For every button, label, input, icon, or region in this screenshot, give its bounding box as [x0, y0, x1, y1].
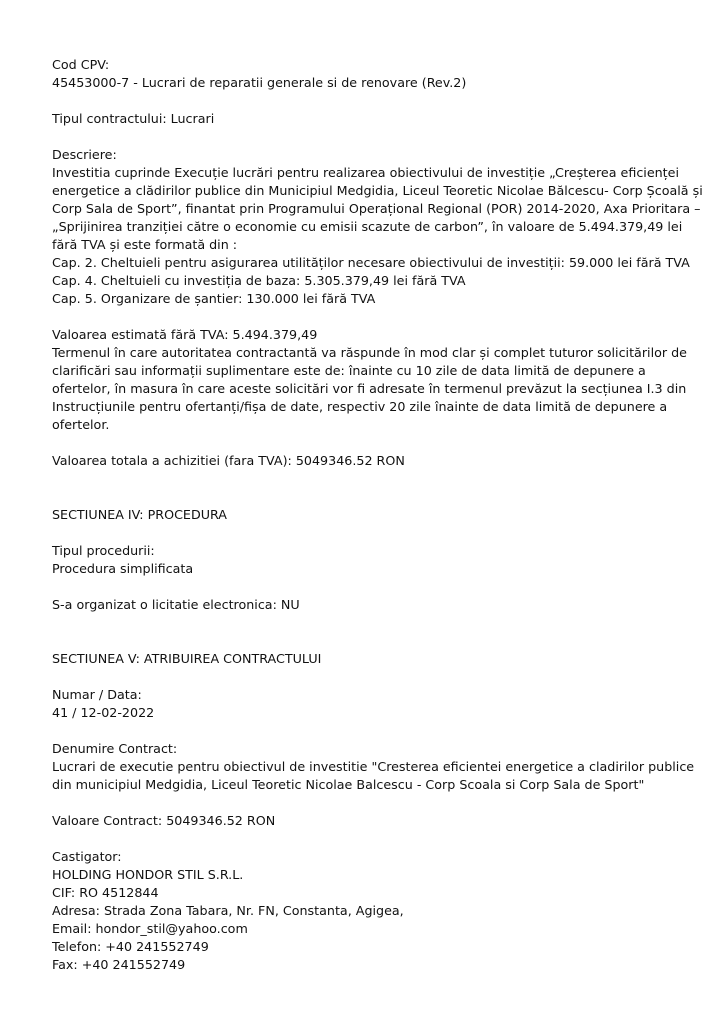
cpv-label: Cod CPV: [52, 57, 110, 72]
estimate-line: Valoarea estimată fără TVA: 5.494.379,49 [52, 327, 318, 342]
description-line: Cap. 4. Cheltuieli cu investiția de baza: 5.305.379,49 lei fără TVA [52, 273, 466, 288]
winner-label: Castigator: [52, 849, 122, 864]
contract-name-line: din municipiul Medgidia, Liceul Teoretic Nicolae Balcescu - Corp Scoala si Corp Sala de Sport" [52, 777, 645, 792]
number-date-label: Numar / Data: [52, 687, 142, 702]
estimate-line: Termenul în care autoritatea contractantă va răspunde în mod clar și complet tuturor solicitărilor de [52, 345, 687, 360]
description-line: fără TVA și este formată din : [52, 237, 238, 252]
contract-name-line: Lucrari de executie pentru obiectivul de investitie "Cresterea eficientei energetice a cladirilor publice [52, 759, 695, 774]
procedure-block [52, 542, 684, 578]
description-line: Investitia cuprinde Execuție lucrări pentru realizarea obiectivului de investiție „Creșterea eficienței [52, 165, 679, 180]
winner-address: Adresa: Strada Zona Tabara, Nr. FN, Constanta, Agigea, [52, 903, 404, 918]
winner-cif: CIF: RO 4512844 [52, 885, 159, 900]
contract-value: Valoare Contract: 5049346.52 RON [52, 813, 276, 828]
section-iv-title: SECTIUNEA IV: PROCEDURA [52, 507, 227, 522]
cpv-block [52, 56, 684, 92]
procedure-label: Tipul procedurii: [52, 543, 155, 558]
description-label: Descriere: [52, 147, 117, 162]
winner-phone: Telefon: +40 241552749 [52, 939, 209, 954]
total-value: Valoarea totala a achizitiei (fara TVA): 5049346.52 RON [52, 453, 405, 468]
winner-email: Email: hondor_stil@yahoo.com [52, 921, 248, 936]
section-v-title: SECTIUNEA V: ATRIBUIREA CONTRACTULUI [52, 651, 322, 666]
winner-block [52, 848, 684, 974]
contract-type: Tipul contractului: Lucrari [52, 111, 215, 126]
contract-name-block [52, 740, 695, 794]
description-line: Cap. 5. Organizare de șantier: 130.000 lei fără TVA [52, 291, 376, 306]
winner-fax: Fax: +40 241552749 [52, 957, 186, 972]
estimate-line: ofertelor. [52, 417, 110, 432]
description-line: energetice a clădirilor publice din Municipiul Medgidia, Liceul Teoretic Nicolae Bălcescu- Corp Școală și [52, 183, 703, 198]
estimate-line: Instrucțiunile pentru ofertanți/fișa de date, respectiv 20 zile înainte de data limită de depunere a [52, 399, 668, 414]
description-line: Cap. 2. Cheltuieli pentru asigurarea utilităților necesare obiectivului de investiții: 59.000 lei fără TVA [52, 255, 690, 270]
number-date-value: 41 / 12-02-2022 [52, 705, 155, 720]
description-block [52, 146, 703, 308]
procedure-value: Procedura simplificata [52, 561, 194, 576]
cpv-value: 45453000-7 - Lucrari de reparatii generale si de renovare (Rev.2) [52, 75, 467, 90]
estimate-line: clarificări sau informații suplimentare este de: înainte cu 10 zile de data limită de depunere a [52, 363, 646, 378]
description-line: „Sprijinirea tranziției către o economie cu emisii scazute de carbon”, în valoare de 5.494.379,49 lei [52, 219, 683, 234]
contract-name-label: Denumire Contract: [52, 741, 178, 756]
estimate-block [52, 326, 687, 434]
number-date-block [52, 686, 684, 722]
description-line: Corp Sala de Sport”, finantat prin Programului Operațional Regional (POR) 2014-2020, Axa Prioritara – [52, 201, 701, 216]
winner-name: HOLDING HONDOR STIL S.R.L. [52, 867, 244, 882]
electronic-auction: S-a organizat o licitatie electronica: NU [52, 597, 300, 612]
estimate-line: ofertelor, în masura în care aceste solicitări vor fi adresate în termenul prevăzut la secțiunea I.3 din [52, 381, 687, 396]
